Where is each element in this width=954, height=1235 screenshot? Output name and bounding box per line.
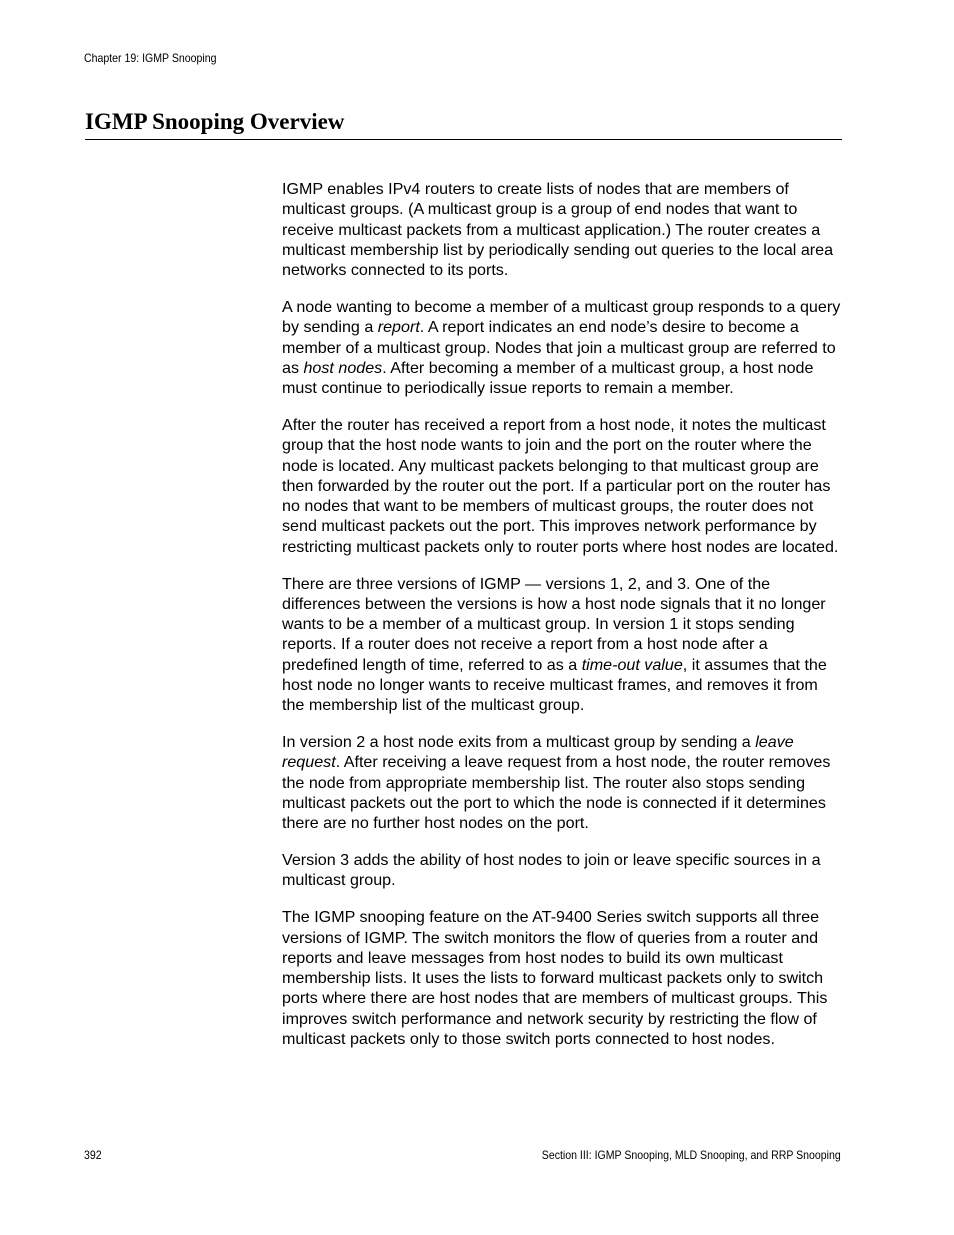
text-segment: A node wanting to become a member of a multicast group responds to a query by sending a — [282, 297, 841, 337]
text-segment: , it assumes that the host node no longer wants to receive multicast frames, and removes it from the membership list of the multicast group. — [282, 655, 827, 715]
paragraph-reports — [282, 297, 844, 398]
body-text — [282, 179, 844, 1066]
text-segment: . After becoming a member of a multicast group, a host node must continue to periodically issue reports to remain a member. — [282, 358, 814, 398]
text-segment: In version 2 a host node exits from a multicast group by sending a — [282, 733, 756, 752]
term-time-out-value: time-out value — [581, 655, 683, 674]
paragraph-version-3: Version 3 adds the ability of host nodes to join or leave specific sources in a multicast group. — [282, 851, 821, 890]
page-title: IGMP Snooping Overview — [85, 107, 842, 140]
paragraph-snooping-feature: The IGMP snooping feature on the AT-9400 Series switch supports all three versions of IGMP. The switch monitors the flow of queries from a router and reports and leave messages from host nodes to build its own multicast membership lists. It uses the lists to forward multicast packets only to switch ports where there are host nodes that are members of multicast groups. This improves switch performance and network security by restricting the flow of multicast packets only to those switch ports connected to host nodes. — [282, 908, 828, 1048]
text-segment: . A report indicates an end node’s desire to become a member of a multicast group. Nodes that join a multicast group are referred to as — [282, 318, 836, 377]
text-segment: . After receiving a leave request from a host node, the router removes the node from appropriate membership list. The router also stops sending multicast packets out the port to which the node is connected if it determines there are no further host nodes on the port. — [282, 753, 831, 833]
page-number: 392 — [84, 1148, 102, 1162]
paragraph-version-2 — [282, 732, 844, 833]
paragraph-igmp-intro: IGMP enables IPv4 routers to create lists of nodes that are members of multicast groups. (A multicast group is a group of end nodes that want to receive multicast packets from a multicast application.) The router creates a multicast membership list by periodically sending out queries to the local area networks connected to its ports. — [282, 180, 834, 280]
term-report: report — [377, 318, 420, 337]
term-leave-request: leave request — [282, 733, 794, 772]
running-header: Chapter 19: IGMP Snooping — [84, 51, 217, 65]
paragraph-versions — [282, 574, 844, 716]
paragraph-forwarding: After the router has received a report from a host node, it notes the multicast group that the host node wants to join and the port on the router where the node is located. Any multicast packets belonging to that multicast group are then forwarded by the router out the port. If a particular port on the router has no nodes that want to be members of multicast groups, the router does not send multicast packets out the port. This improves network performance by restricting multicast packets only to router ports where host nodes are located. — [282, 415, 839, 556]
footer-section: Section III: IGMP Snooping, MLD Snooping, and RRP Snooping — [541, 1148, 841, 1162]
text-segment: There are three versions of IGMP — versions 1, 2, and 3. One of the differences between the versions is how a host node signals that it no longer wants to be a member of a multicast group. In version 1 it stops sending reports. If a router does not receive a report from a host node after a predefined length of time, referred to as a — [282, 574, 826, 674]
term-host-nodes: host nodes — [303, 358, 383, 377]
